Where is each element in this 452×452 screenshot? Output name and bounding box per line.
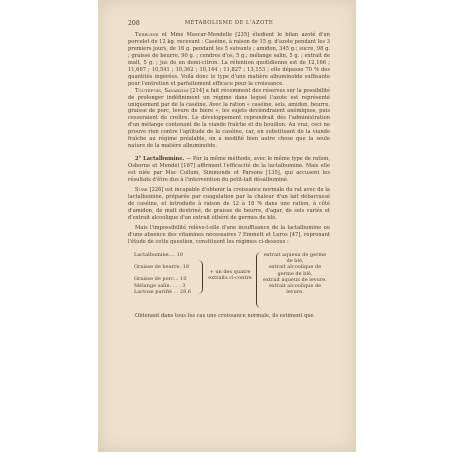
page-number: 208 (128, 20, 140, 27)
author-name: Toutefois, Savarzini (135, 87, 189, 94)
running-title: MÉTABOLISME DE L'AZOTE (184, 20, 274, 26)
author-name: Terroine (135, 32, 159, 38)
extract: extrait alcoolique de levure. (268, 283, 322, 296)
ingredient-list (134, 252, 200, 295)
paragraph-conclusion: Obtenant dans tous les cas une croissance normale, ils estiment que (135, 312, 314, 319)
section-heading: 2° Lactalbumine. (135, 156, 185, 163)
ingredient: Lactalbumine.... 10 (134, 251, 183, 258)
brace-icon (198, 260, 203, 294)
extract-list (262, 252, 328, 296)
brace-icon (256, 252, 261, 308)
ingredient: Lactose purifié . . 28,6 (134, 288, 192, 295)
book-page (98, 0, 356, 452)
extract: extrait aqueux de germe de blé, (263, 251, 327, 264)
paragraph-terroine: Terroine et Mme Mascar-Mendelle [235] étudient le bilan azoté d'un porcelet de 12 kg. recevant : Caséine, à raison de 15 g. d'azote pendant les 3 premiers jours, de 16 g. pendant les 5 suivants ; amidon, 345 g.; sucre, 98 g. ; graisse de beurre, 90 g. ; cendres d'os, 5 g.; mélange salin, 5 g. ; extrait de malt, 5 g. ; jus de un demi-citron. La rétention quotidienne est de 12,166 ; 11,667 ; 10,541 ; 10,362 ; 10,144 ; 11,827 ; 13,153 ; elle dépasse 70 % des quantités ingérées. Voilà donc le type d'une matière albuminoïde suffisante pour l'entretien et parfaitement efficace pour la croissance. (128, 32, 330, 87)
paragraph-emmett: Mais l'impossibilité relève-t-elle d'une insuffisance de la lactalbumine ou d'une absence des vitamines nécessaires ? Emmett et Luros [47], reprenant l'étude de cette question, constituent les régimes ci-dessous : (128, 224, 330, 245)
ingredient: Mélange salin. . . . 3 (134, 282, 186, 289)
paragraph-savarzini: Toutefois, Savarzini [214] a fait récemment des réserves sur la possibilité de prolonger indéfiniment un régime dans lequel l'azote est représenté uniquement par de la caséine. Avec la ration « caséine, sels, amidon, beurre, graisse de porc, levure de bière », les sujets deviendraient anémiques, puis cesseraient de croître. Le développement reprendrait dès l'administration d'un mélange contenant de la viande fraîche et du bouillon. Au vrai, ceci ne prouve rien contre l'aptitude de la caséine, car, en substituant de la viande fraîche au régime préalable, on a modifié bien autre chose que la seule nature de la matière albuminoïde. (128, 87, 331, 150)
table-middle-note: + un des quatre extraits ci-contre (208, 268, 252, 281)
extract: extrait alcoolique de germe de blé, (268, 264, 322, 277)
page-content (128, 20, 330, 320)
extract: extrait aqueux de levure. (263, 276, 327, 283)
author-name: Sure (135, 187, 148, 194)
paragraph-sure: Sure [226] est incapable d'obtenir la croissance normale du rat avec de la lactalbumine, préparée par coagulation par la chaleur d'un lait débarrassé de caséine, et introduite à raison de 12 à 18 % dans une ration, à côté d'amidon, de malt dextriné, de graisse de beurre, d'agar, de sels variés et d'extrait alcoolique d'un extrait éthéré de germes de blé. (128, 187, 330, 221)
ingredient: Graisse de porc... 10 (134, 276, 187, 283)
diet-table (128, 252, 330, 310)
section-lactalbumine: 2° Lactalbumine. — Par la même méthode, avec le même type de ration, Osborne et Mendel [187] affirment l'efficacité de la lactalbumine. Mais elle est niée par Mac Collum, Simmonds et Parsons [135], qui accusent les résultats d'être dus à l'intervention du petit-lait désalbuminé. (128, 156, 330, 184)
page-header (128, 20, 330, 32)
ingredient: Graisse de beurre. 18 (134, 263, 190, 270)
